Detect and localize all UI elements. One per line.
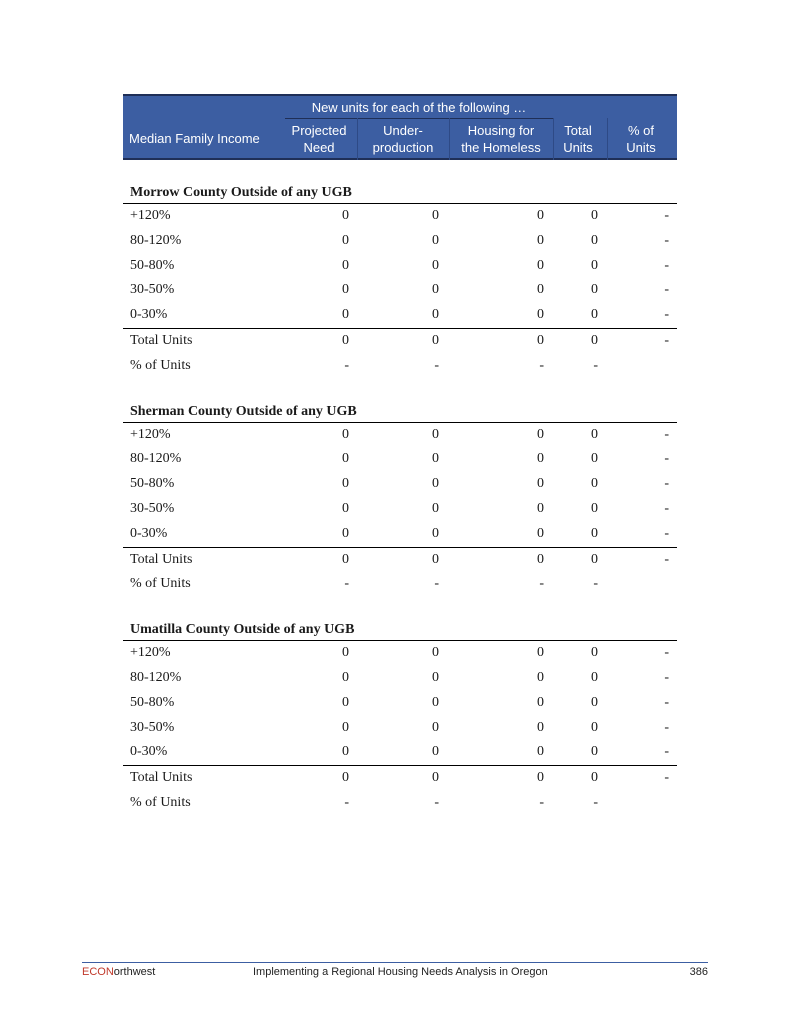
table-row [123, 204, 677, 229]
table-cell: - [664, 257, 669, 273]
table-cell: 0 [591, 551, 598, 567]
table-cell: - [434, 357, 439, 373]
table-cell: - [664, 332, 669, 348]
header-projected-need [283, 122, 355, 156]
table-cell: - [664, 551, 669, 567]
table-cell: - [434, 794, 439, 810]
row-label: +120% [130, 426, 171, 442]
table-cell: 0 [591, 669, 598, 685]
row-label: Total Units [130, 551, 193, 567]
page-footer [82, 962, 708, 978]
table-cell: 0 [591, 282, 598, 298]
housing-units-table [123, 94, 677, 816]
table-row [123, 791, 677, 816]
table-row [123, 354, 677, 379]
header-total-units-line1: Total [564, 123, 592, 138]
table-cell: 0 [432, 669, 439, 685]
row-label: 80-120% [130, 232, 182, 248]
header-underproduction-line2: production [372, 140, 434, 155]
table-row [123, 572, 677, 597]
table-cell: - [664, 232, 669, 248]
table-cell: 0 [432, 257, 439, 273]
row-label: 30-50% [130, 282, 175, 298]
county-section [123, 401, 677, 598]
table-cell: 0 [537, 426, 544, 442]
table-cell: 0 [537, 719, 544, 735]
row-label: 0-30% [130, 307, 168, 323]
table-cell: 0 [432, 744, 439, 760]
table-cell: 0 [591, 426, 598, 442]
table-cell: - [664, 426, 669, 442]
row-label: % of Units [130, 794, 191, 810]
row-label: 50-80% [130, 694, 175, 710]
header-divider [607, 118, 608, 160]
table-cell: 0 [342, 500, 349, 516]
table-cell: 0 [432, 551, 439, 567]
table-cell: - [593, 357, 598, 373]
table-row [123, 497, 677, 522]
table-cell: 0 [591, 645, 598, 661]
row-label: % of Units [130, 576, 191, 592]
table-cell: 0 [591, 694, 598, 710]
table-cell: 0 [591, 525, 598, 541]
footer-brand-rest: orthwest [113, 966, 156, 978]
table-cell: 0 [342, 719, 349, 735]
row-label: % of Units [130, 357, 191, 373]
table-cell: - [539, 357, 544, 373]
header-total-units [551, 122, 605, 156]
header-projected-need-line2: Need [303, 140, 335, 155]
table-cell: - [664, 645, 669, 661]
table-cell: 0 [342, 669, 349, 685]
table-cell: - [664, 282, 669, 298]
table-cell: 0 [342, 332, 349, 348]
group-header: New units for each of the following … [311, 100, 527, 115]
table-cell: 0 [342, 426, 349, 442]
table-cell: 0 [342, 282, 349, 298]
table-row [123, 447, 677, 472]
table-cell: 0 [591, 257, 598, 273]
section-title: Sherman County Outside of any UGB [123, 401, 677, 423]
table-cell: 0 [432, 500, 439, 516]
table-cell: 0 [432, 525, 439, 541]
table-cell: 0 [537, 525, 544, 541]
table-cell: 0 [537, 770, 544, 786]
header-housing-homeless-line1: Housing for [467, 123, 535, 138]
table-cell: 0 [537, 669, 544, 685]
table-row [123, 691, 677, 716]
header-median-family-income: Median Family Income [129, 131, 260, 146]
table-cell: 0 [591, 770, 598, 786]
row-label: +120% [130, 208, 171, 223]
table-cell: 0 [342, 232, 349, 248]
table-cell: - [344, 576, 349, 592]
table-cell: 0 [432, 770, 439, 786]
row-label: Total Units [130, 332, 193, 348]
table-row [123, 547, 677, 573]
row-label: 0-30% [130, 525, 168, 541]
table-cell: 0 [537, 645, 544, 661]
section-title: Morrow County Outside of any UGB [123, 182, 677, 204]
header-underproduction [359, 122, 447, 156]
header-underproduction-line1: Under- [383, 123, 423, 138]
table-cell: 0 [537, 744, 544, 760]
table-row [123, 641, 677, 666]
table-cell: 0 [537, 307, 544, 323]
table-cell: - [664, 208, 669, 223]
table-row [123, 765, 677, 791]
table-cell: 0 [432, 332, 439, 348]
table-cell: 0 [591, 719, 598, 735]
footer-brand-econ: ECON [82, 966, 114, 978]
table-cell: - [664, 719, 669, 735]
table-cell: 0 [537, 257, 544, 273]
row-label: 30-50% [130, 500, 175, 516]
table-cell: - [664, 500, 669, 516]
table-cell: - [539, 794, 544, 810]
table-row [123, 740, 677, 765]
section-title: Umatilla County Outside of any UGB [123, 619, 677, 641]
row-label: 80-120% [130, 451, 182, 467]
table-row [123, 303, 677, 328]
table-row [123, 278, 677, 303]
table-cell: 0 [432, 476, 439, 492]
table-cell: 0 [537, 232, 544, 248]
table-cell: 0 [432, 426, 439, 442]
group-header-rule [285, 118, 553, 119]
table-cell: - [344, 357, 349, 373]
table-cell: - [664, 744, 669, 760]
table-cell: 0 [432, 719, 439, 735]
table-cell: 0 [342, 744, 349, 760]
table-row [123, 716, 677, 741]
table-cell: 0 [342, 307, 349, 323]
table-cell: 0 [432, 694, 439, 710]
header-pct-units [609, 122, 673, 156]
header-projected-need-line1: Projected [291, 123, 347, 138]
table-cell: 0 [591, 232, 598, 248]
table-cell: 0 [591, 332, 598, 348]
table-cell: 0 [342, 451, 349, 467]
table-cell: 0 [432, 208, 439, 223]
table-cell: 0 [537, 551, 544, 567]
row-label: 50-80% [130, 476, 175, 492]
table-cell: 0 [342, 770, 349, 786]
header-housing-homeless-line2: the Homeless [461, 140, 541, 155]
table-cell: - [664, 669, 669, 685]
table-cell: - [344, 794, 349, 810]
header-pct-units-line1: % of [627, 123, 654, 138]
header-total-units-line2: Units [563, 140, 593, 155]
table-cell: 0 [537, 694, 544, 710]
table-cell: 0 [537, 451, 544, 467]
row-label: 50-80% [130, 257, 175, 273]
table-cell: 0 [432, 645, 439, 661]
table-cell: - [434, 576, 439, 592]
row-label: 80-120% [130, 669, 182, 685]
header-divider [357, 118, 358, 160]
county-section [123, 182, 677, 379]
table-cell: 0 [591, 744, 598, 760]
page-number: 386 [689, 966, 708, 978]
table-cell: 0 [591, 500, 598, 516]
row-label: 30-50% [130, 719, 175, 735]
table-cell: 0 [591, 208, 598, 223]
table-cell: 0 [342, 476, 349, 492]
header-pct-units-line2: Units [626, 140, 656, 155]
table-row [123, 229, 677, 254]
row-label: 0-30% [130, 744, 168, 760]
table-row [123, 328, 677, 354]
table-cell: 0 [342, 525, 349, 541]
table-row [123, 666, 677, 691]
table-cell: 0 [591, 476, 598, 492]
table-cell: 0 [432, 307, 439, 323]
table-row [123, 472, 677, 497]
table-row [123, 522, 677, 547]
table-cell: 0 [537, 476, 544, 492]
table-cell: 0 [342, 694, 349, 710]
table-cell: 0 [342, 551, 349, 567]
table-cell: - [664, 476, 669, 492]
table-cell: 0 [432, 282, 439, 298]
table-cell: - [664, 525, 669, 541]
table-cell: - [664, 307, 669, 323]
table-cell: 0 [537, 500, 544, 516]
table-row [123, 254, 677, 279]
table-cell: - [664, 694, 669, 710]
table-cell: 0 [537, 282, 544, 298]
table-cell: 0 [432, 451, 439, 467]
table-cell: 0 [432, 232, 439, 248]
table-row [123, 423, 677, 448]
county-section [123, 619, 677, 816]
table-cell: - [593, 576, 598, 592]
footer-brand [82, 966, 155, 978]
table-cell: 0 [537, 332, 544, 348]
footer-title: Implementing a Regional Housing Needs Analysis in Oregon [253, 966, 548, 978]
header-housing-homeless [451, 122, 551, 156]
table-header [123, 94, 677, 160]
table-cell: 0 [342, 645, 349, 661]
table-cell: 0 [342, 208, 349, 223]
table-cell: - [664, 770, 669, 786]
header-divider [449, 118, 450, 160]
row-label: Total Units [130, 770, 193, 786]
row-label: +120% [130, 645, 171, 661]
table-cell: - [664, 451, 669, 467]
table-cell: - [593, 794, 598, 810]
table-cell: 0 [342, 257, 349, 273]
table-cell: 0 [591, 307, 598, 323]
table-cell: 0 [591, 451, 598, 467]
table-body [123, 182, 677, 816]
table-cell: 0 [537, 208, 544, 223]
header-divider [553, 118, 554, 160]
table-cell: - [539, 576, 544, 592]
